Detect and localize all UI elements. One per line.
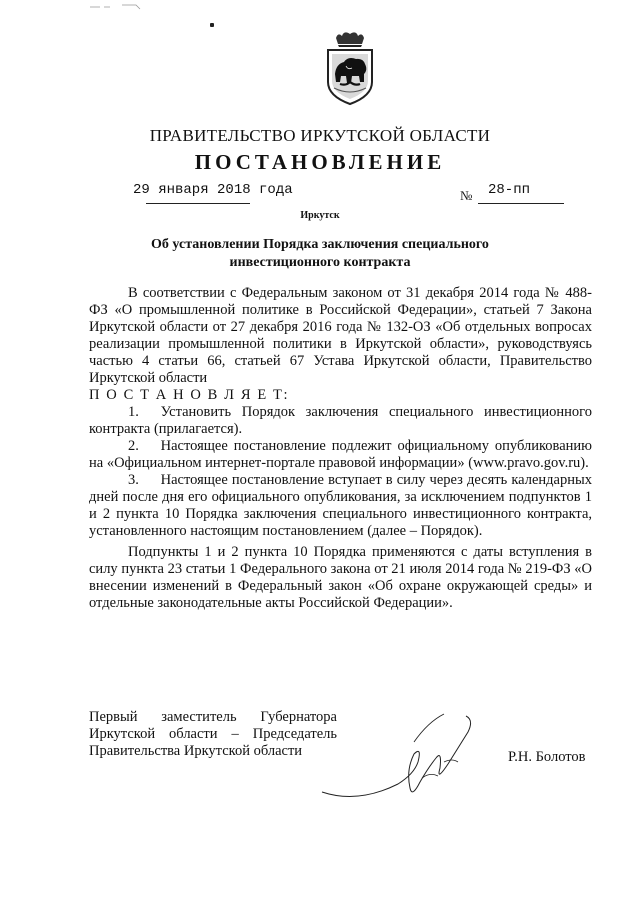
date-underline xyxy=(146,203,250,204)
document-body xyxy=(89,285,592,612)
scan-marks xyxy=(90,2,190,12)
coat-of-arms-icon xyxy=(326,30,374,106)
signatory-name: Р.Н. Болотов xyxy=(508,749,586,765)
closing-paragraph: Подпункты 1 и 2 пункта 10 Порядка применяются с даты вступления в силу пункта 23 статьи 1 Федерального закона от 21 июля 2014 года № 219-ФЗ «О внесении изменений в Федеральный закон «Об охране окружающей среды» и отдельные законодательные акты Российской Федерации». xyxy=(89,544,592,611)
position-line-3: Правительства Иркутской области xyxy=(89,743,303,759)
subject-line-2: инвестиционного контракта xyxy=(229,255,411,270)
item-paragraph-1: 1. Установить Порядок заключения специального инвестиционного контракта (прилагается). xyxy=(89,404,592,437)
document-type: ПОСТАНОВЛЕНИЕ xyxy=(194,150,446,174)
resolves-heading: П О С Т А Н О В Л Я Е Т: xyxy=(89,387,290,403)
position-line-2: Иркутской области – Председатель xyxy=(89,726,337,742)
document-number: 28-пп xyxy=(488,182,531,198)
number-sign: № xyxy=(460,188,473,203)
number-underline xyxy=(478,203,564,204)
document-date: 29 января 2018 года xyxy=(133,182,293,198)
position-line-1: Первый заместитель Губернатора xyxy=(89,709,337,725)
handwritten-signature xyxy=(318,712,478,808)
document-subject xyxy=(150,236,490,272)
signatory-position xyxy=(89,709,337,760)
subject-line-1: Об установлении Порядка заключения специального xyxy=(151,237,489,252)
government-title: ПРАВИТЕЛЬСТВО ИРКУТСКОЙ ОБЛАСТИ xyxy=(149,126,491,145)
scan-dot xyxy=(210,23,214,27)
preamble-paragraph: В соответствии с Федеральным законом от 31 декабря 2014 года № 488-ФЗ «О промышленной политике в Российской Федерации», статьей 7 Закона Иркутской области от 27 декабря 2016 года № 132-ОЗ «Об отдельных вопросах реализации промышленной политики в Иркутской области», руководствуясь частью 4 статьи 66, статьей 67 Устава Иркутской области, Правительство Иркутской области xyxy=(89,285,592,386)
item-paragraph-3: 3. Настоящее постановление вступает в силу через десять календарных дней после дня его официального опубликования, за исключением подпунктов 1 и 2 пункта 10 Порядка заключения специального инвестиционного контракта, установленного настоящим постановлением (далее – Порядок). xyxy=(89,472,592,539)
city-name: Иркутск xyxy=(300,210,340,221)
item-paragraph-2: 2. Настоящее постановление подлежит официальному опубликованию на «Официальном интернет-портале правовой информации» (www.pravo.gov.ru). xyxy=(89,438,592,471)
